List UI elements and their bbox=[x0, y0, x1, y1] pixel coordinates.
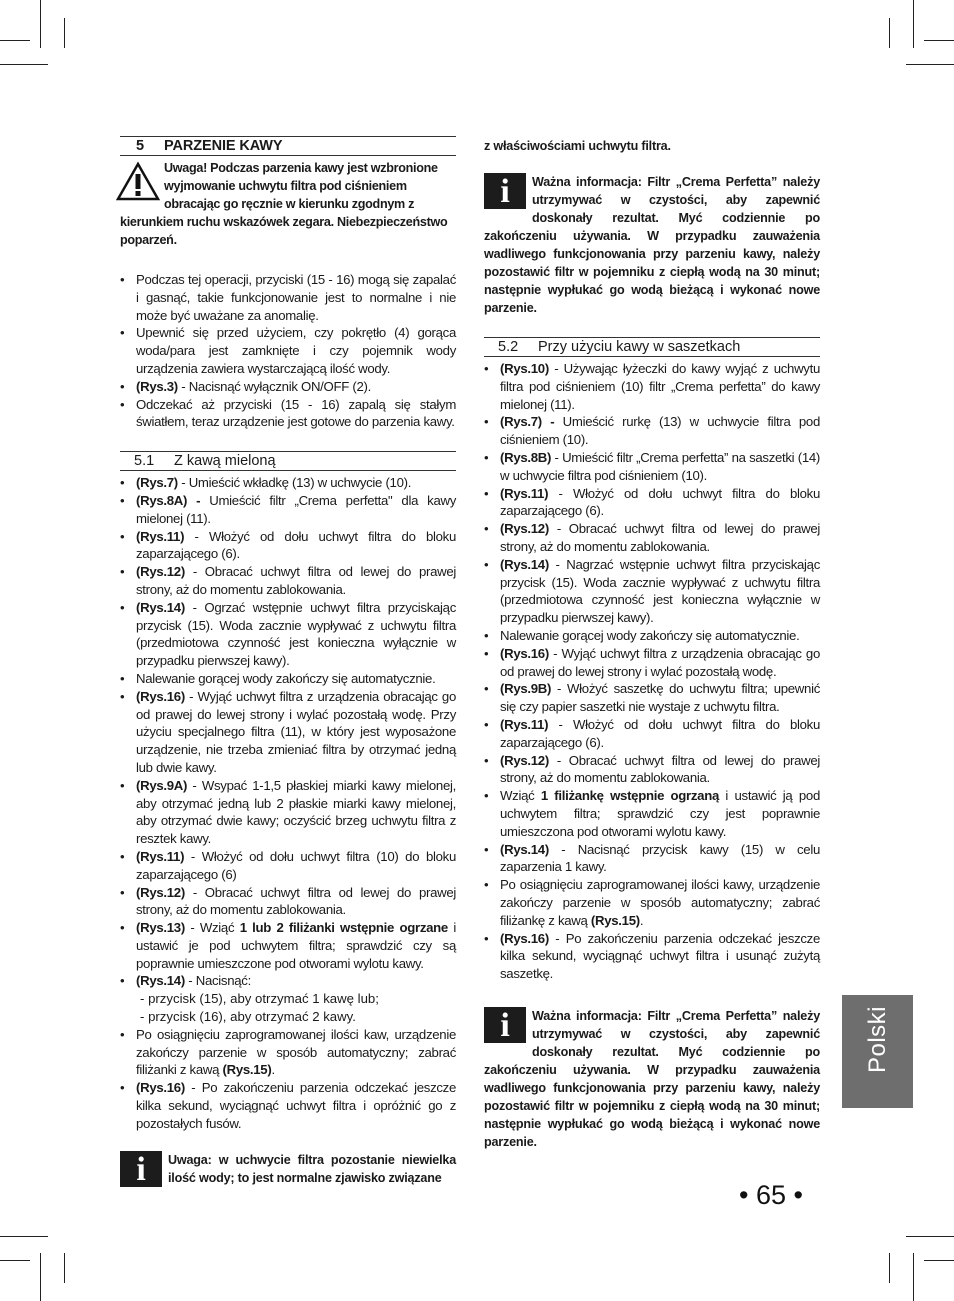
item-text: Upewnić się przed użyciem, czy pokrętło (4) gorąca woda/para jest zamknięte i czy pojemnik wody urządzenia zawiera wystarczającą ilość wody. bbox=[136, 325, 456, 376]
bold-reference: (Rys.13) bbox=[136, 920, 185, 936]
crop-mark bbox=[924, 1260, 954, 1261]
dash-item-text: przycisk (15), aby otrzymać 1 kawę lub; bbox=[148, 991, 379, 1007]
bold-reference: (Rys.16) bbox=[136, 688, 185, 704]
bold-reference: (Rys.15) bbox=[222, 1062, 272, 1078]
bold-reference: (Rys.10) bbox=[500, 361, 549, 376]
crop-mark bbox=[913, 0, 914, 48]
section-title: PARZENIE KAWY bbox=[164, 138, 283, 154]
list-item bbox=[120, 474, 456, 492]
bold-reference: (Rys.11) bbox=[136, 528, 185, 544]
item-text: Po osiągnięciu zaprogramowanej ilości kawy, urządzenie zakończy parzenie w sposób automatyczny; zabrać filiżankę z kawą bbox=[500, 877, 820, 928]
crop-mark bbox=[889, 18, 890, 48]
item-text: - Po zakończeniu parzenia odczekać jeszcze kilka sekund, wyciągnąć uchwyt filtra i opróżnić go z pozostałych fusów. bbox=[136, 1080, 456, 1131]
list-item bbox=[484, 360, 820, 413]
warning-text: Uwaga! Podczas parzenia kawy jest wzbronione wyjmowanie uchwytu filtra pod ciśnieniem obracając go ręcznie w kierunku zgodnym z kierunkiem ruchu wskazówek zegara. Niebezpieczeństwo poparzeń. bbox=[120, 161, 448, 247]
crop-mark bbox=[924, 40, 954, 41]
item-text: . bbox=[271, 1062, 275, 1078]
item-text: - Włożyć od dołu uchwyt filtra do bloku zaparzającego (6). bbox=[136, 528, 456, 562]
crop-mark bbox=[0, 1260, 30, 1261]
list-item bbox=[120, 324, 456, 377]
item-text: - Nacisnąć wyłącznik ON/OFF (2). bbox=[177, 378, 371, 394]
crop-mark bbox=[40, 0, 41, 48]
list-item bbox=[484, 645, 820, 681]
note-block bbox=[120, 1151, 456, 1187]
bold-reference: (Rys.14) bbox=[500, 556, 549, 572]
info-text: Ważna informacja: Filtr „Crema Perfetta” należy utrzymywać w czystości, aby zapewnić doskonały rezultat. Myć codziennie po zakończeniu używania. W przypadku zauważenia wadliwego funkcjonowania przy parzeniu kawy, należy pozostawić filtr w pojemniku z ciepłą wodą na 30 minut; następnie wypłukać go wodą bieżącą i wykonać nowe parzenie. bbox=[484, 175, 820, 315]
list-item bbox=[120, 271, 456, 324]
section-5-1-list-continued bbox=[120, 1026, 456, 1133]
bold-reference: (Rys.9A) bbox=[136, 777, 188, 793]
section-number: 5.1 bbox=[134, 453, 155, 470]
bold-reference: (Rys.3) bbox=[136, 378, 178, 394]
list-item bbox=[120, 972, 456, 990]
list-item bbox=[120, 884, 456, 920]
crop-mark bbox=[40, 1253, 41, 1301]
item-text: - Nacisnąć: bbox=[184, 973, 251, 989]
bold-reference: (Rys.14) bbox=[136, 599, 185, 615]
bold-reference: (Rys.15) bbox=[590, 912, 640, 928]
info-icon: i bbox=[120, 1151, 162, 1187]
bold-reference: 1 filiżankę wstępnie ogrzaną bbox=[540, 788, 719, 804]
section-5-2-heading bbox=[484, 337, 820, 357]
dash-item-text: przycisk (16), aby otrzymać 2 kawy. bbox=[148, 1009, 356, 1025]
list-item bbox=[120, 1079, 456, 1132]
list-item bbox=[120, 848, 456, 884]
crop-mark bbox=[906, 64, 954, 65]
info-icon: i bbox=[484, 173, 526, 209]
bold-reference: (Rys.14) bbox=[500, 841, 549, 857]
bold-reference: (Rys.11) bbox=[500, 485, 549, 501]
item-text: Podczas tej operacji, przyciski (15 - 16) mogą się zapalać i gasnąć, takie funkcjonowanie jest to normalne i nie może być uważane za anomalię. bbox=[136, 272, 456, 323]
list-item bbox=[484, 485, 820, 521]
warning-block bbox=[120, 159, 456, 249]
bold-reference: (Rys.16) bbox=[136, 1080, 185, 1096]
note-continued: z właściwościami uchwytu filtra. bbox=[484, 139, 671, 153]
item-text: - Włożyć od dołu uchwyt filtra do bloku zaparzającego (6). bbox=[500, 716, 820, 750]
item-text: - Umieścić filtr „Crema perfetta” na saszetki (14) w uchwycie filtra pod ciśnieniem (10). bbox=[500, 449, 820, 483]
list-item bbox=[484, 449, 820, 485]
bold-reference: (Rys.11) bbox=[500, 716, 549, 732]
bold-reference: (Rys.12) bbox=[500, 521, 549, 537]
item-text: - Obracać uchwyt filtra od lewej do prawej strony, aż do momentu zablokowania. bbox=[500, 521, 820, 554]
bold-reference: (Rys.14) bbox=[136, 973, 185, 989]
list-item bbox=[120, 396, 456, 432]
item-text: - Umieścić wkładkę (13) w uchwycie (10). bbox=[177, 475, 412, 491]
list-item bbox=[484, 752, 820, 788]
list-item bbox=[120, 919, 456, 972]
list-item bbox=[484, 716, 820, 752]
list-item bbox=[120, 688, 456, 777]
section-number: 5.2 bbox=[498, 339, 519, 355]
crop-mark bbox=[0, 64, 48, 65]
bold-reference: (Rys.12) bbox=[136, 564, 185, 580]
item-text: - Nacisnąć przycisk kawy (15) w celu zaparzenia 1 kawy. bbox=[500, 841, 820, 875]
bold-reference: (Rys.16) bbox=[500, 645, 549, 661]
item-text: Odczekać aż przyciski (15 - 16) zapalą się stałym światłem, teraz urządzenie jest gotowe do parzenia kawy. bbox=[136, 396, 456, 430]
list-item bbox=[484, 520, 820, 556]
bold-reference: 1 lub 2 filiżanki wstępnie ogrzane bbox=[239, 920, 448, 936]
bold-reference: (Rys.7) - bbox=[500, 414, 555, 430]
list-item bbox=[484, 841, 820, 877]
info-icon: i bbox=[484, 1007, 526, 1043]
list-item bbox=[484, 556, 820, 627]
bold-reference: (Rys.8B) bbox=[500, 449, 552, 465]
item-text: - Używając łyżeczki do kawy wyjąć z uchwytu filtra pod ciśnieniem (10) filtr „Crema perfetta” do kawy mielonej (11). bbox=[500, 361, 820, 412]
item-text: Nalewanie gorącej wody zakończy się automatycznie. bbox=[136, 670, 436, 686]
note-text: Uwaga: w uchwycie filtra pozostanie niewielka ilość wody; to jest normalne zjawisko związane bbox=[168, 1152, 456, 1185]
item-text: Nalewanie gorącej wody zakończy się automatycznie. bbox=[500, 627, 800, 643]
list-item bbox=[484, 680, 820, 716]
list-item bbox=[120, 492, 456, 528]
item-text: - Włożyć saszetkę do uchwytu filtra; upewnić się czy papier saszetki nie wystaje z uchwytu filtra. bbox=[500, 681, 820, 715]
item-text: - Włożyć od dołu uchwyt filtra do bloku zaparzającego (6). bbox=[500, 485, 820, 519]
list-item bbox=[484, 876, 820, 929]
section-5-list bbox=[120, 271, 456, 431]
section-title: Z kawą mieloną bbox=[174, 453, 276, 470]
section-5-2-list bbox=[484, 360, 820, 983]
item-text: - Po zakończeniu parzenia odczekać jeszcze kilka sekund, wyciągnąć uchwyt filtra i usunąć zużytą saszetkę. bbox=[500, 930, 820, 982]
item-text: Po osiągnięciu zaprogramowanej ilości kaw, urządzenie zakończy parzenie w sposób automatyczny; zabrać filiżanki z kawą bbox=[136, 1026, 456, 1078]
crop-mark bbox=[0, 1236, 48, 1237]
item-text: Umieścić rurkę (13) w uchwycie filtra pod ciśnieniem (10). bbox=[500, 414, 820, 448]
list-item bbox=[120, 670, 456, 688]
section-number: 5 bbox=[136, 138, 144, 154]
list-item bbox=[120, 563, 456, 599]
bold-reference: (Rys.9B) bbox=[500, 681, 552, 697]
left-column bbox=[120, 136, 456, 1189]
bold-reference: (Rys.16) bbox=[500, 930, 549, 946]
item-text: - Włożyć od dołu uchwyt filtra (10) do bloku zaparzającego (6) bbox=[136, 848, 456, 882]
page-number: • 65 • bbox=[739, 1180, 803, 1210]
bold-reference: (Rys.12) bbox=[500, 752, 549, 768]
section-5-1-heading bbox=[120, 451, 456, 471]
list-item bbox=[120, 1026, 456, 1079]
section-5-heading bbox=[120, 136, 456, 156]
list-item bbox=[484, 413, 820, 449]
info-block-2 bbox=[484, 1007, 820, 1151]
crop-mark bbox=[0, 40, 30, 41]
crop-mark bbox=[889, 1253, 890, 1283]
dash-list bbox=[120, 990, 456, 1026]
info-text: Ważna informacja: Filtr „Crema Perfetta” należy utrzymywać w czystości, aby zapewnić doskonały rezultat. Myć codziennie po zakończeniu używania. W przypadku zauważenia wadliwego funkcjonowania przy parzeniu kawy, należy pozostawić filtr w pojemniku z ciepłą wodą na 30 minut; następnie wypłukać go wodą bieżącą i wykonać nowe parzenie. bbox=[484, 1008, 820, 1149]
list-item bbox=[484, 930, 820, 983]
list-item bbox=[120, 528, 456, 564]
bold-reference: (Rys.8A) - bbox=[136, 492, 201, 508]
right-column bbox=[484, 137, 820, 1151]
bold-reference: (Rys.11) bbox=[136, 848, 185, 864]
section-5-1-list bbox=[120, 474, 456, 990]
item-text: - Obracać uchwyt filtra od lewej do prawej strony, aż do momentu zablokowania. bbox=[136, 884, 456, 918]
item-text: - Obracać uchwyt filtra od lewej do prawej strony, aż do momentu zablokowania. bbox=[136, 564, 456, 597]
language-tab bbox=[842, 995, 913, 1108]
item-text: - Wyjąć uchwyt filtra z urządzenia obracając go od prawej do lewej strony i wylać pozostałą wodę. Przy użyciu specjalnego filtra (11), w który jest wyposażone urządzenie, nie trzeba zmieniać filtra by otrzymać jedną lub dwie kawy. bbox=[136, 688, 456, 775]
item-text: - Wsypać 1-1,5 płaskiej miarki kawy mielonej, aby otrzymać jedną lub 2 płaskie miarki kawy mielonej, aby otrzymać dwie kawy; oczyścić brzeg uchwytu filtra z resztek kawy. bbox=[136, 777, 456, 847]
item-text: - Wziąć bbox=[184, 920, 240, 936]
bold-reference: (Rys.7) bbox=[136, 475, 178, 491]
item-text: - Obracać uchwyt filtra od lewej do prawej strony, aż do momentu zablokowania. bbox=[500, 752, 820, 786]
item-text: i ustawić je pod uchwytem filtra; sprawdzić czy są poprawnie umieszczone pod otworami wylotu kawy. bbox=[136, 920, 456, 971]
list-item bbox=[484, 787, 820, 840]
item-text: Umieścić filtr „Crema perfetta" dla kawy mielonej (11). bbox=[136, 492, 456, 526]
item-text: i ustawić ją pod uchwytem filtra; sprawdzić czy jest poprawnie umieszczona pod otworami wylotu kawy. bbox=[500, 788, 820, 839]
language-tab-label: Polski bbox=[864, 1005, 891, 1073]
section-title: Przy użyciu kawy w saszetkach bbox=[538, 339, 741, 355]
item-text: Wziąć bbox=[500, 788, 541, 804]
info-block-1 bbox=[484, 173, 820, 317]
crop-mark bbox=[64, 18, 65, 48]
bold-reference: (Rys.12) bbox=[136, 884, 185, 900]
crop-mark bbox=[64, 1253, 65, 1283]
item-text: . bbox=[639, 912, 644, 928]
list-item bbox=[120, 599, 456, 670]
dash-item: - przycisk (16), aby otrzymać 2 kawy. bbox=[140, 1009, 356, 1025]
warning-triangle-icon bbox=[116, 161, 160, 201]
crop-mark bbox=[913, 1253, 914, 1301]
item-text: - Wyjąć uchwyt filtra z urządzenia obracając go od prawej do lewej strony i wylać pozostałą wodę. bbox=[500, 645, 820, 679]
list-item bbox=[120, 378, 456, 396]
crop-mark bbox=[906, 1236, 954, 1237]
list-item bbox=[484, 627, 820, 645]
item-text: - Nagrzać wstępnie uchwyt filtra przyciskając przycisk (15). Woda zacznie wypływać z uchwytu filtra (przedmiotowa czynność jest konieczna wyłącznie w przypadku pierwszej kawy). bbox=[500, 556, 820, 626]
list-item bbox=[120, 777, 456, 848]
dash-item: - przycisk (15), aby otrzymać 1 kawę lub; bbox=[140, 991, 379, 1007]
item-text: - Ogrzać wstępnie uchwyt filtra przyciskając przycisk (15). Woda zacznie wypływać z uchwytu filtra (przedmiotowa czynność jest konieczna wyłącznie w przypadku pierwszej kawy). bbox=[136, 599, 456, 669]
